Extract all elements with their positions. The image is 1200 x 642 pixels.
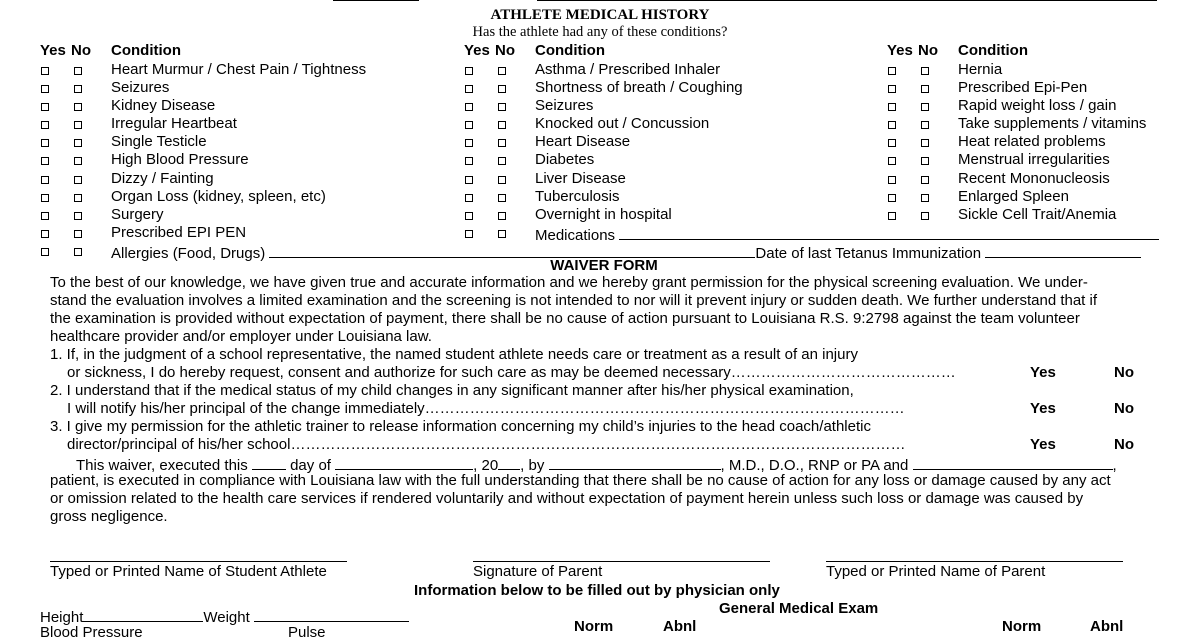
condition-row bbox=[887, 133, 1187, 151]
no-checkbox[interactable] bbox=[921, 212, 929, 220]
condition-row bbox=[464, 170, 884, 188]
waiver-title: WAIVER FORM bbox=[550, 257, 658, 274]
waiver-intro-line: stand the evaluation involves a limited examination and the screening is not intended to nor will it prevent injury or sudden death. We further understand that if bbox=[50, 292, 1098, 309]
yes-checkbox[interactable] bbox=[888, 67, 896, 75]
execution-text: This waiver, executed this bbox=[76, 457, 248, 474]
condition-header: Condition bbox=[958, 42, 1028, 59]
condition-row bbox=[40, 170, 460, 188]
no-checkbox[interactable] bbox=[498, 103, 506, 111]
condition-row bbox=[464, 224, 884, 242]
waiver-item-2-yes[interactable]: Yes bbox=[1030, 400, 1056, 417]
no-checkbox[interactable] bbox=[498, 176, 506, 184]
condition-row bbox=[464, 206, 884, 224]
physician-note: Information below to be filled out by physician only bbox=[414, 582, 780, 599]
condition-column-3 bbox=[887, 61, 1187, 224]
no-header: No bbox=[71, 42, 92, 59]
condition-row bbox=[40, 79, 460, 97]
no-checkbox[interactable] bbox=[74, 157, 82, 165]
yes-checkbox[interactable] bbox=[888, 194, 896, 202]
no-checkbox[interactable] bbox=[74, 212, 82, 220]
patient-name-field[interactable] bbox=[913, 454, 1113, 470]
yes-checkbox[interactable] bbox=[465, 194, 473, 202]
condition-label: Shortness of breath / Coughing bbox=[535, 79, 743, 97]
condition-header: Condition bbox=[111, 42, 181, 59]
waiver-closing-line: gross negligence. bbox=[50, 508, 168, 525]
condition-row bbox=[887, 206, 1187, 224]
condition-row bbox=[40, 224, 460, 242]
day-field[interactable] bbox=[252, 454, 286, 470]
condition-label: Single Testicle bbox=[111, 133, 207, 151]
condition-label: Overnight in hospital bbox=[535, 205, 672, 223]
condition-label: Heart Murmur / Chest Pain / Tightness bbox=[111, 61, 367, 78]
height-field[interactable] bbox=[83, 606, 203, 622]
yes-checkbox[interactable] bbox=[41, 121, 49, 129]
no-checkbox[interactable] bbox=[498, 121, 506, 129]
abnl-header: Abnl bbox=[1090, 618, 1124, 635]
waiver-item-2-no[interactable]: No bbox=[1114, 400, 1134, 417]
parent-name-label: Typed or Printed Name of Parent bbox=[826, 563, 1046, 580]
condition-row bbox=[40, 188, 460, 206]
condition-label: Organ Loss (kidney, spleen, etc) bbox=[111, 187, 326, 205]
condition-label: Asthma / Prescribed Inhaler bbox=[535, 61, 721, 78]
weight-label: Weight bbox=[203, 609, 250, 626]
parent-signature-label: Signature of Parent bbox=[473, 563, 603, 580]
yes-checkbox[interactable] bbox=[465, 103, 473, 111]
top-blank-line bbox=[537, 0, 1157, 1]
waiver-intro-line: the examination is provided without expectation of payment, there shall be no cause of action pursuant to Louisiana R.S. 9:2798 against the team volunteer bbox=[50, 310, 1080, 327]
student-name-line[interactable] bbox=[50, 561, 347, 562]
condition-label: Heart Disease bbox=[535, 133, 631, 151]
yes-checkbox[interactable] bbox=[41, 67, 49, 75]
condition-label: Recent Mononucleosis bbox=[958, 169, 1110, 187]
condition-label: Hernia bbox=[958, 61, 1003, 78]
execution-text: , M.D., D.O., RNP or PA and bbox=[720, 457, 909, 474]
no-checkbox[interactable] bbox=[74, 176, 82, 184]
condition-row bbox=[40, 61, 460, 79]
no-checkbox[interactable] bbox=[74, 139, 82, 147]
no-checkbox[interactable] bbox=[921, 103, 929, 111]
waiver-closing-line: or omission related to the health care services if rendered voluntarily and without expectation of payment herein unless such loss or damage was caused by bbox=[50, 490, 1084, 507]
condition-row bbox=[887, 97, 1187, 115]
provider-name-field[interactable] bbox=[549, 454, 721, 470]
yes-checkbox[interactable] bbox=[41, 194, 49, 202]
form-title: ATHLETE MEDICAL HISTORY bbox=[490, 7, 710, 23]
bp-pulse-row bbox=[40, 624, 326, 642]
no-checkbox[interactable] bbox=[74, 85, 82, 93]
condition-label: Tuberculosis bbox=[535, 187, 620, 205]
condition-row bbox=[887, 188, 1187, 206]
no-checkbox[interactable] bbox=[921, 121, 929, 129]
condition-row bbox=[40, 115, 460, 133]
condition-label: High Blood Pressure bbox=[111, 151, 249, 169]
condition-row bbox=[887, 151, 1187, 169]
yes-checkbox[interactable] bbox=[888, 157, 896, 165]
condition-row bbox=[464, 61, 884, 79]
yes-checkbox[interactable] bbox=[465, 85, 473, 93]
waiver-item-2-line: I will notify his/her principal of the change immediately…………………………………………………………………………………… bbox=[67, 400, 905, 417]
parent-signature-line[interactable] bbox=[473, 561, 770, 562]
execution-text: , by bbox=[520, 457, 545, 474]
condition-column-2 bbox=[464, 61, 884, 242]
no-checkbox[interactable] bbox=[498, 230, 506, 238]
no-checkbox[interactable] bbox=[921, 176, 929, 184]
condition-label: Seizures bbox=[535, 97, 594, 115]
waiver-closing-line: patient, is executed in compliance with Louisiana law with the full understanding that there shall be no cause of action for any loss or damage caused by any act bbox=[50, 472, 1111, 489]
yes-checkbox[interactable] bbox=[465, 157, 473, 165]
no-header: No bbox=[918, 42, 939, 59]
student-name-label: Typed or Printed Name of Student Athlete bbox=[50, 563, 327, 580]
waiver-intro-line: healthcare provider and/or employer under Louisiana law. bbox=[50, 328, 432, 345]
month-field[interactable] bbox=[335, 454, 473, 470]
general-exam-title: General Medical Exam bbox=[719, 600, 879, 617]
condition-row bbox=[40, 151, 460, 169]
no-checkbox[interactable] bbox=[74, 67, 82, 75]
yes-checkbox[interactable] bbox=[465, 212, 473, 220]
condition-label: Liver Disease bbox=[535, 169, 626, 187]
waiver-item-3-no[interactable]: No bbox=[1114, 436, 1134, 453]
no-checkbox[interactable] bbox=[921, 85, 929, 93]
yes-checkbox[interactable] bbox=[41, 139, 49, 147]
norm-header: Norm bbox=[574, 618, 614, 635]
yes-checkbox[interactable] bbox=[888, 103, 896, 111]
form-subtitle: Has the athlete had any of these conditions? bbox=[472, 24, 728, 40]
column-header bbox=[464, 42, 605, 59]
execution-text: , 20 bbox=[473, 457, 499, 474]
condition-label: Sickle Cell Trait/Anemia bbox=[958, 205, 1117, 223]
condition-label bbox=[535, 224, 1159, 245]
no-checkbox[interactable] bbox=[74, 248, 82, 256]
condition-label: Take supplements / vitamins bbox=[958, 115, 1147, 133]
parent-name-line[interactable] bbox=[826, 561, 1123, 562]
condition-row bbox=[464, 151, 884, 169]
waiver-item-1-line: or sickness, I do hereby request, consent and authorize for such care as may be deemed necessary……………………………………… bbox=[67, 364, 956, 381]
condition-label: Heat related problems bbox=[958, 133, 1106, 151]
waiver-item-1-line: 1. If, in the judgment of a school representative, the named student athlete needs care or treatment as a result of an injury bbox=[50, 346, 858, 363]
yes-checkbox[interactable] bbox=[465, 139, 473, 147]
no-checkbox[interactable] bbox=[498, 212, 506, 220]
condition-row bbox=[464, 79, 884, 97]
no-checkbox[interactable] bbox=[74, 121, 82, 129]
execution-text: , bbox=[1112, 457, 1117, 474]
waiver-item-3-yes[interactable]: Yes bbox=[1030, 436, 1056, 453]
yes-header: Yes bbox=[40, 42, 66, 59]
condition-label: Prescribed Epi-Pen bbox=[958, 79, 1088, 97]
condition-row bbox=[887, 79, 1187, 97]
condition-row bbox=[464, 97, 884, 115]
no-checkbox[interactable] bbox=[921, 67, 929, 75]
condition-label: Seizures bbox=[111, 79, 170, 97]
yes-checkbox[interactable] bbox=[888, 139, 896, 147]
yes-checkbox[interactable] bbox=[465, 121, 473, 129]
yes-checkbox[interactable] bbox=[888, 121, 896, 129]
yes-checkbox[interactable] bbox=[41, 248, 49, 256]
no-checkbox[interactable] bbox=[498, 139, 506, 147]
column-header bbox=[40, 42, 181, 59]
no-checkbox[interactable] bbox=[921, 139, 929, 147]
pulse-label: Pulse bbox=[288, 624, 326, 641]
no-checkbox[interactable] bbox=[498, 194, 506, 202]
condition-row bbox=[464, 133, 884, 151]
norm-header: Norm bbox=[1002, 618, 1042, 635]
no-checkbox[interactable] bbox=[921, 194, 929, 202]
yes-header: Yes bbox=[887, 42, 913, 59]
yes-checkbox[interactable] bbox=[41, 85, 49, 93]
no-checkbox[interactable] bbox=[498, 157, 506, 165]
medications-field[interactable] bbox=[619, 224, 1159, 240]
condition-label: Kidney Disease bbox=[111, 97, 216, 115]
condition-row bbox=[887, 170, 1187, 188]
yes-checkbox[interactable] bbox=[41, 103, 49, 111]
no-header: No bbox=[495, 42, 516, 59]
waiver-intro-line: To the best of our knowledge, we have given true and accurate information and we hereby grant permission for the physical screening evaluation. We under- bbox=[50, 274, 1088, 291]
condition-label: Dizzy / Fainting bbox=[111, 169, 214, 187]
condition-label: Surgery bbox=[111, 205, 164, 223]
allergies-label: Allergies (Food, Drugs) bbox=[111, 244, 266, 262]
execution-text: day of bbox=[290, 457, 331, 474]
abnl-header: Abnl bbox=[663, 618, 697, 635]
yes-checkbox[interactable] bbox=[465, 176, 473, 184]
yes-header: Yes bbox=[464, 42, 490, 59]
column-header bbox=[887, 42, 1028, 59]
height-label: Height bbox=[40, 609, 84, 626]
no-checkbox[interactable] bbox=[74, 194, 82, 202]
medications-label: Medications bbox=[535, 226, 616, 244]
year-field[interactable] bbox=[498, 454, 520, 470]
yes-checkbox[interactable] bbox=[41, 230, 49, 238]
no-checkbox[interactable] bbox=[74, 103, 82, 111]
waiver-item-3-line: 3. I give my permission for the athletic trainer to release information concerning my child’s injuries to the head coach/athletic bbox=[50, 418, 871, 435]
waiver-item-1-yes[interactable]: Yes bbox=[1030, 364, 1056, 381]
tetanus-label: Date of last Tetanus Immunization bbox=[755, 244, 982, 262]
condition-row bbox=[40, 133, 460, 151]
weight-field[interactable] bbox=[254, 606, 409, 622]
yes-checkbox[interactable] bbox=[41, 157, 49, 165]
yes-checkbox[interactable] bbox=[41, 176, 49, 184]
no-checkbox[interactable] bbox=[74, 230, 82, 238]
yes-checkbox[interactable] bbox=[888, 85, 896, 93]
condition-row bbox=[40, 97, 460, 115]
no-checkbox[interactable] bbox=[498, 67, 506, 75]
yes-checkbox[interactable] bbox=[888, 176, 896, 184]
condition-row bbox=[464, 115, 884, 133]
top-blank-line bbox=[333, 0, 419, 1]
waiver-item-3-line: director/principal of his/her school…………………………………………………………………………………………………………… bbox=[67, 436, 906, 453]
condition-row bbox=[464, 188, 884, 206]
condition-row bbox=[40, 206, 460, 224]
no-checkbox[interactable] bbox=[921, 157, 929, 165]
yes-checkbox[interactable] bbox=[41, 212, 49, 220]
condition-label: Menstrual irregularities bbox=[958, 151, 1110, 169]
yes-checkbox[interactable] bbox=[888, 212, 896, 220]
condition-row bbox=[887, 61, 1187, 79]
condition-row bbox=[887, 115, 1187, 133]
yes-checkbox[interactable] bbox=[465, 230, 473, 238]
condition-label: Enlarged Spleen bbox=[958, 187, 1069, 205]
condition-label: Knocked out / Concussion bbox=[535, 115, 710, 133]
waiver-item-1-no[interactable]: No bbox=[1114, 364, 1134, 381]
no-checkbox[interactable] bbox=[498, 85, 506, 93]
condition-label: Irregular Heartbeat bbox=[111, 115, 237, 133]
condition-header: Condition bbox=[535, 42, 605, 59]
condition-label: Diabetes bbox=[535, 151, 595, 169]
yes-checkbox[interactable] bbox=[465, 67, 473, 75]
waiver-item-2-line: 2. I understand that if the medical status of my child changes in any significant manner after his/her physical examination, bbox=[50, 382, 854, 399]
condition-label: Rapid weight loss / gain bbox=[958, 97, 1117, 115]
condition-label: Prescribed EPI PEN bbox=[111, 223, 247, 241]
blood-pressure-label: Blood Pressure bbox=[40, 624, 143, 641]
